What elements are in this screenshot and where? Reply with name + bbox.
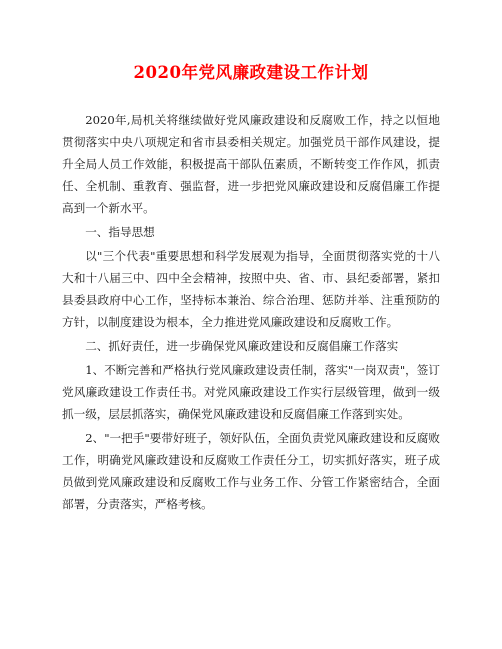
document-body (62, 109, 440, 517)
intro-paragraph: 2020年,局机关将继续做好党风廉政建设和反腐败工作，持之以恒地贯彻落实中央八项规定和省市县委相关规定。加强党员干部作风建设，提升全局人员工作效能，积极提高干部队伍素质，不断转变工作作风，抓责任、全机制、重教育、强监督，进一步把党风廉政建设和反腐倡廉工作提高到一个新水平。 (62, 113, 440, 215)
responsibility-item-1: 1、不断完善和严格执行党风廉政建设责任制，落实"一岗双责"，签订党风廉政建设工作责任书。对党风廉政建设工作实行层级管理，做到一级抓一级，层层抓落实，确保党风廉政建设和反腐倡廉工作落到实处。 (62, 363, 440, 421)
responsibility-item-2: 2、"一把手"要带好班子，领好队伍，全面负责党风廉政建设和反腐败工作，明确党风廉政建设和反腐败工作责任分工，切实抓好落实，班子成员做到党风廉政建设和反腐败工作与业务工作、分管工作紧密结合，全面部署，分责落实，严格考核。 (62, 431, 440, 511)
document-title: 2020年党风廉政建设工作计划 (133, 63, 369, 82)
section-heading-responsibility: 二、抓好责任，进一步确保党风廉政建设和反腐倡廉工作落实 (85, 339, 399, 353)
guiding-ideology-paragraph: 以"三个代表"重要思想和科学发展观为指导，全面贯彻落实党的十八大和十八届三中、四中全会精神，按照中央、省、市、县纪委部署，紧扣县委县政府中心工作，坚持标本兼治、综合治理、惩防并举、注重预防的方针，以制度建设为根本，全力推进党风廉政建设和反腐败工作。 (62, 249, 440, 329)
section-heading-guiding-ideology: 一、指导思想 (85, 225, 155, 239)
